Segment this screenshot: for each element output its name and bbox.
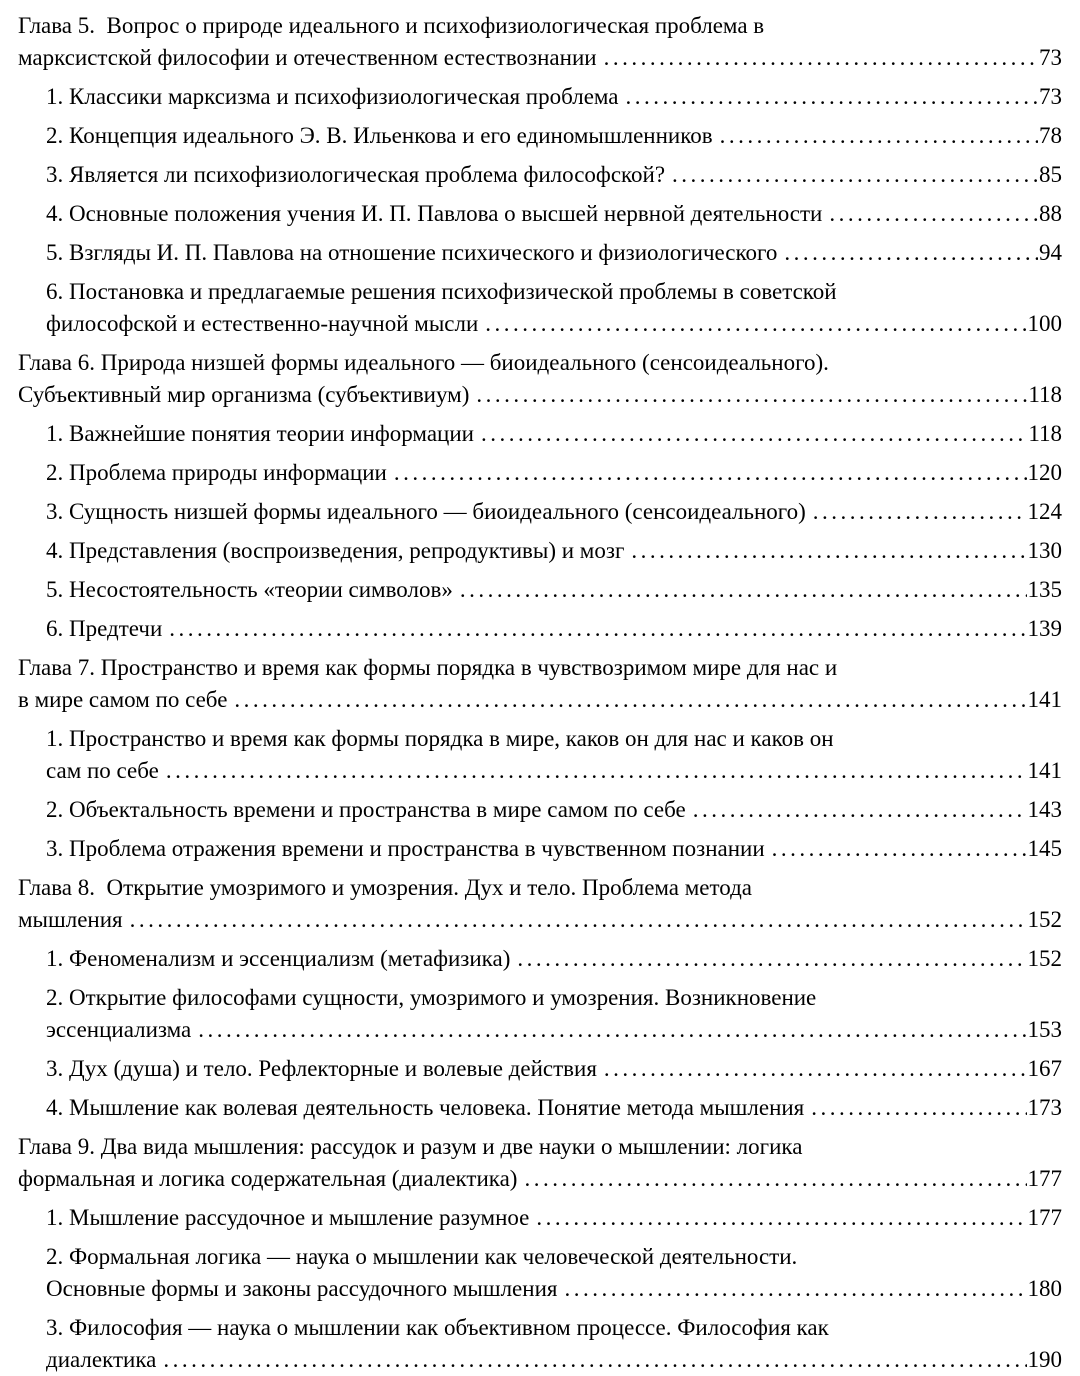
dot-leader (564, 1273, 1026, 1305)
toc-entry-text: в мире самом по себе (18, 687, 228, 712)
toc-entry-text: 1. Классики марксизма и психофизиологическая проблема (46, 84, 619, 109)
toc-entry (46, 457, 1062, 489)
toc-line (46, 1273, 1062, 1305)
page-number: 173 (1027, 1095, 1062, 1120)
page-number: 94 (1039, 240, 1062, 265)
dot-leader (517, 943, 1026, 975)
dot-leader (163, 1344, 1026, 1376)
toc-line (46, 308, 1062, 340)
dot-leader (693, 794, 1027, 826)
toc-entry (18, 347, 1062, 411)
page-number: 130 (1027, 538, 1062, 563)
toc-entry-text: 3. Дух (душа) и тело. Рефлекторные и волевые действия (46, 1056, 597, 1081)
toc-entry-text: 5. Взгляды И. П. Павлова на отношение психического и физиологического (46, 240, 778, 265)
dot-leader (234, 684, 1026, 716)
toc-entry-text: диалектика (46, 1347, 157, 1372)
toc-entry (46, 418, 1062, 450)
toc-line: Глава 7. Пространство и время как формы порядка в чувствозримом мире для нас и (18, 655, 838, 680)
toc-line: 3. Философия — наука о мышлении как объективном процессе. Философия как (46, 1315, 829, 1340)
toc-entry-text: формальная и логика содержательная (диалектика) (18, 1166, 518, 1191)
dot-leader (394, 457, 1027, 489)
toc-entry-text: 2. Проблема природы информации (46, 460, 387, 485)
page-number: 118 (1028, 421, 1062, 446)
toc-line (46, 457, 1062, 489)
toc-entry-text: 1. Феноменализм и эссенциализм (метафизика) (46, 946, 511, 971)
toc-entry-text: 4. Представления (воспроизведения, репродуктивы) и мозг (46, 538, 625, 563)
toc-line (46, 237, 1062, 269)
toc-entry (46, 1241, 1062, 1305)
toc-line (46, 1092, 1062, 1124)
toc-entry-text: 5. Несостоятельность «теории символов» (46, 577, 453, 602)
toc-entry (46, 833, 1062, 865)
toc-entry (46, 120, 1062, 152)
toc-line (46, 1202, 1062, 1234)
page-number: 177 (1027, 1205, 1062, 1230)
toc-line: 2. Открытие философами сущности, умозримого и умозрения. Возникновение (46, 985, 817, 1010)
toc-line (46, 613, 1062, 645)
page-number: 120 (1027, 460, 1062, 485)
toc-line (46, 1014, 1062, 1046)
toc-entry-text: философской и естественно-научной мысли (46, 311, 479, 336)
toc-entry (46, 794, 1062, 826)
page-number: 73 (1039, 45, 1062, 70)
page-number: 143 (1027, 797, 1062, 822)
page-number: 141 (1027, 758, 1062, 783)
toc-line (46, 120, 1062, 152)
dot-leader (524, 1163, 1026, 1195)
dot-leader (169, 613, 1026, 645)
dot-leader (829, 198, 1038, 230)
toc-line: Глава 9. Два вида мышления: рассудок и разум и две науки о мышлении: логика (18, 1134, 803, 1159)
toc-entry-text: 2. Объектальность времени и пространства в мире самом по себе (46, 797, 686, 822)
page-number: 177 (1027, 1166, 1062, 1191)
toc-entry (46, 237, 1062, 269)
toc-entry-text: 4. Основные положения учения И. П. Павлова о высшей нервной деятельности (46, 201, 823, 226)
toc-line (18, 904, 1062, 936)
toc-entry-text: 3. Является ли психофизиологическая проблема философской? (46, 162, 666, 187)
page-number: 85 (1039, 162, 1062, 187)
toc-line (18, 379, 1062, 411)
dot-leader (813, 496, 1027, 528)
dot-leader (460, 574, 1027, 606)
toc-line (18, 1163, 1062, 1195)
page-number: 152 (1027, 946, 1062, 971)
toc-line (46, 1053, 1062, 1085)
page-number: 180 (1027, 1276, 1062, 1301)
toc-entry (46, 982, 1062, 1046)
toc-entry (46, 159, 1062, 191)
toc-entry-text: 6. Предтечи (46, 616, 163, 641)
toc-entry (46, 1092, 1062, 1124)
toc-entry-text: 1. Мышление рассудочное и мышление разумное (46, 1205, 530, 1230)
dot-leader (672, 159, 1038, 191)
toc-line (46, 198, 1062, 230)
page-number: 139 (1027, 616, 1062, 641)
toc-line (46, 418, 1062, 450)
toc-entry-text: эссенциализма (46, 1017, 192, 1042)
toc-entry-text: Субъективный мир организма (субъективиум) (18, 382, 470, 407)
dot-leader (476, 379, 1027, 411)
toc-entry (46, 198, 1062, 230)
page-number: 78 (1039, 123, 1062, 148)
toc-line (46, 535, 1062, 567)
toc-line: 1. Пространство и время как формы порядка в мире, каков он для нас и каков он (46, 726, 834, 751)
page-number: 73 (1039, 84, 1062, 109)
toc-entry-text: 3. Сущность низшей формы идеального — биоидеального (сенсоидеального) (46, 499, 806, 524)
dot-leader (485, 308, 1026, 340)
page-number: 153 (1027, 1017, 1062, 1042)
toc-entry (46, 535, 1062, 567)
dot-leader (481, 418, 1027, 450)
dot-leader (604, 42, 1038, 74)
toc-entry-text: 1. Важнейшие понятия теории информации (46, 421, 474, 446)
dot-leader (631, 535, 1026, 567)
toc-line: Глава 5. Вопрос о природе идеального и психофизиологическая проблема в (18, 13, 765, 38)
toc-line (46, 755, 1062, 787)
toc-line (46, 81, 1062, 113)
toc-line (18, 684, 1062, 716)
toc-entry (18, 872, 1062, 936)
toc-entry (18, 1131, 1062, 1195)
dot-leader (198, 1014, 1026, 1046)
toc-entry (18, 652, 1062, 716)
toc-entry-text: марксистской философии и отечественном естествознании (18, 45, 597, 70)
dot-leader (720, 120, 1038, 152)
page-number: 190 (1027, 1347, 1062, 1372)
page-number: 167 (1027, 1056, 1062, 1081)
dot-leader (626, 81, 1038, 113)
dot-leader (772, 833, 1027, 865)
toc-entry (46, 1202, 1062, 1234)
page-number: 141 (1027, 687, 1062, 712)
toc-entry-text: 4. Мышление как волевая деятельность человека. Понятие метода мышления (46, 1095, 805, 1120)
page-number: 100 (1027, 311, 1062, 336)
dot-leader (166, 755, 1027, 787)
dot-leader (811, 1092, 1026, 1124)
toc-entry (46, 81, 1062, 113)
toc-entry (46, 574, 1062, 606)
toc-entry (46, 723, 1062, 787)
toc-entry-text: Основные формы и законы рассудочного мышления (46, 1276, 558, 1301)
toc-entry-text: мышления (18, 907, 123, 932)
toc-line (46, 943, 1062, 975)
toc-line: 6. Постановка и предлагаемые решения психофизической проблемы в советской (46, 279, 837, 304)
dot-leader (604, 1053, 1027, 1085)
dot-leader (784, 237, 1038, 269)
dot-leader (536, 1202, 1026, 1234)
toc-entry (46, 943, 1062, 975)
toc-line (46, 574, 1062, 606)
toc-line: Глава 6. Природа низшей формы идеального — биоидеального (сенсоидеального). (18, 350, 829, 375)
toc-line (46, 1344, 1062, 1376)
toc-entry (46, 613, 1062, 645)
toc-entry (46, 496, 1062, 528)
toc-entry-text: 2. Концепция идеального Э. В. Ильенкова и его единомышленников (46, 123, 713, 148)
toc-line: Глава 8. Открытие умозримого и умозрения. Дух и тело. Проблема метода (18, 875, 753, 900)
page-number: 152 (1027, 907, 1062, 932)
toc-line (46, 159, 1062, 191)
toc-entry (18, 10, 1062, 74)
toc-entry (46, 276, 1062, 340)
toc-entry-text: 3. Проблема отражения времени и пространства в чувственном познании (46, 836, 765, 861)
toc-entry (46, 1053, 1062, 1085)
toc-line (46, 496, 1062, 528)
page-number: 124 (1027, 499, 1062, 524)
toc-entry (46, 1312, 1062, 1376)
page-number: 118 (1028, 382, 1062, 407)
toc-line (18, 42, 1062, 74)
page-number: 135 (1027, 577, 1062, 602)
toc-entry-text: сам по себе (46, 758, 159, 783)
toc-line: 2. Формальная логика — наука о мышлении как человеческой деятельности. (46, 1244, 798, 1269)
toc-line (46, 794, 1062, 826)
page-number: 88 (1039, 201, 1062, 226)
toc-line (46, 833, 1062, 865)
page-number: 145 (1027, 836, 1062, 861)
dot-leader (130, 904, 1027, 936)
